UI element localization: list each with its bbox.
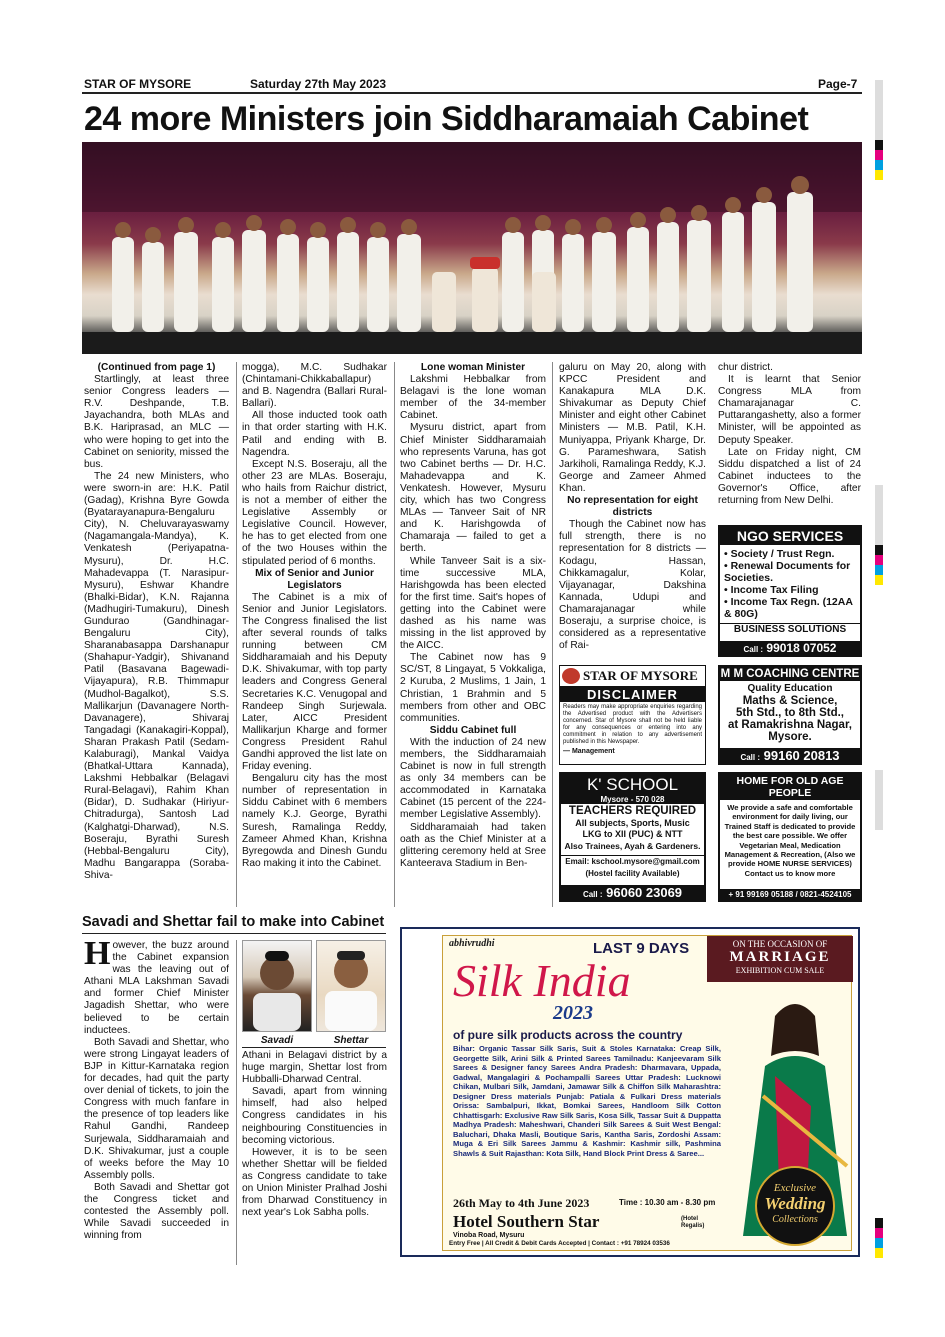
reg-mark-yellow-2: [875, 575, 883, 585]
kschool-sub: Mysore - 570 028: [561, 795, 704, 804]
article-para: With the induction of 24 new members, the Siddharamaiah Cabinet is now in full strength as only 34 members can be accommodated in Karnataka Cabinet (15 percent of the 224-member Legislative Assembly).: [400, 736, 546, 821]
story2-dropcap: H: [84, 935, 111, 972]
reg-mark-cyan-2: [875, 565, 883, 575]
reg-mark-grey-2: [875, 485, 883, 545]
som-disclaimer-title: DISCLAIMER: [560, 687, 705, 702]
article-para: The 24 new Ministers, who were sworn-in are: H.K. Patil (Gadag), Krishna Byre Gowda (Byatarayanapura-Bengaluru City), N. Cheluvarayaswamy (Nagamangala-Mandya), K. Venkatesh (Periyapatna-Mysuru), Dr. H.C. Mahadevappa (T. Narasipur-Mysuru), Eshwar Khandre (Bhalki-Bidar), K.N. Rajanna (Madhugiri-Tumakuru), Dinesh Gundurao (Gandhinagar-Bengaluru City), Sharanabasappa Darshanapur (Shahapur-Yadgir), Shivanand Patil (Basavana Bagewadi-Vijayapura), R.B. Thimmapur (Mudhol-Bagalkot), S.S. Mallikarjun (Davanagere North-Davanagere), Shivaraj Tangadagi (Kanakagiri-Koppal), Sharan Prakash Patil (Sedam-Kalaburagi), Mankal Vaidya (Bhatkal-Uttara Kannada), Lakshmi Hebbalkar (Belagavi Rural-Belagavi), Rahim Khan (Bidar), D. Sudhakar (Hiriyur-Chitradurga), Santosh Lad (Kalghatgi-Dharwad), N.S. Boseraju, Byrathi Suresh (Hebbal-Bengaluru City), Madhu Bangarappa (Soraba-Shiva-: [84, 470, 229, 881]
story2-para: Savadi, apart from winning himself, had also helped Congress candidates in his neighbouring Constituencies in becoming victorious.: [242, 1086, 387, 1146]
silk-tag: of pure silk products across the country: [453, 1028, 683, 1042]
silk-inner-frame: [442, 935, 852, 1251]
silk-road: Vinoba Road, Mysuru: [453, 1232, 525, 1239]
kschool-email: Email: kschool.mysore@gmail.com: [561, 855, 704, 868]
story2-column-2: [242, 1050, 387, 1219]
column-divider: [236, 940, 237, 1265]
silk-time: Time : 10.30 am - 8.30 pm: [619, 1198, 716, 1207]
article-para: All those inducted took oath in that order starting with H.K. Patil and ending with B. Nagendra.: [242, 410, 387, 458]
story2-para: owever, the buzz around the Cabinet expansion was the leaving out of Athani MLA Lakshman Savadi and former Chief Minister Jagadish Shettar, who were believed to be certain inductees.: [84, 940, 229, 1036]
reg-mark-yellow: [875, 170, 883, 180]
article-para: Lakshmi Hebbalkar from Belagavi is the lone woman member of the 34-member Cabinet.: [400, 374, 546, 422]
mm-title: M M COACHING CENTRE: [720, 668, 860, 680]
reg-mark-magenta-2: [875, 555, 883, 565]
article-para: Mysuru district, apart from Chief Minister Siddharamaiah who represents Varuna, has got two Cabinet berths — Dr. H.C. Mahadevappa and K. Venkatesh. However, Mysuru city, which has two Congress MLAs — Tanveer Sait of NR and K. Harishgowda of Chamaraja — failed to get a berth.: [400, 422, 546, 555]
caption-shettar: Shettar: [333, 1035, 369, 1046]
mm-line: Mysore.: [768, 731, 812, 743]
date-line: Saturday 27th May 2023: [250, 77, 387, 91]
silk-occasion-box: [707, 936, 853, 982]
column-divider: [236, 362, 237, 907]
ngo-item: • Society / Trust Regn.: [724, 548, 835, 560]
kschool-phone: 96060 23069: [606, 885, 683, 900]
reg-mark-black: [875, 140, 883, 150]
story2-headline: Savadi and Shettar fail to make into Cabinet: [82, 914, 385, 930]
savadi-photo: [242, 940, 312, 1032]
silk-india-ad: [400, 927, 860, 1257]
cabinet-group-photo: [82, 142, 862, 354]
mm-line: 5th Std., to 8th Std.,: [736, 707, 844, 719]
article-para: Startlingly, at least three senior Congress leaders — R.V. Deshpande, T.B. Jayachandra, both MLAs and B.K. Hariprasad, an MLC — who were hoping to get into the Cabinet on seniority, missed the bus.: [84, 374, 229, 470]
kschool-line: All subjects, Sports, Music: [575, 817, 690, 828]
silk-badge-text: Exclusive: [773, 1182, 817, 1194]
mm-coaching-ad: [718, 665, 862, 765]
article-para: galuru on May 20, along with KPCC President and Kanakapura MLA D.K. Shivakumar as Deputy Chief Minister and eight other Cabinet Ministers — M.B. Patil, K.H. Muniyappa, Priyank Kharge, Dr. G. Parameshwara, Satish Jarkiholi, Ramalinga Reddy, K.J. George and Zameer Ahmed Khan.: [559, 362, 706, 494]
kschool-line: LKG to XII (PUC) & NTT: [582, 829, 683, 839]
silk-venue: Hotel Southern Star: [453, 1212, 600, 1231]
silk-product-list: Bihar: Organic Tassar Silk Saris, Suit & Stoles Karnataka: Creap Silk, Georgette Silk, Arini Silk & Printed Sarees Tamilnadu: Kanjeevaram Silk Sarees & Designer fancy Sarees Andra Pradesh: Dharmavara, Uppada, Gadwal, Mangalagiri & Pochampalli Sarees Uttar Pradesh: Lucknowi Chikan, Mulbari Silk, Jamdani, Jamawar Silk & Chiffon Silk Maharashtra: Designer Dress materials Punjab: Patiala & Fulkari Dress materials Orissa: Sambalpuri, Ikkat, Bomkai Sarees, Handloom Silk Cotton Chhattisgarh: Exclusive Raw Silk Saris, Kosa Silk, Tassar Suit & Duppatta Madhya Pradesh: Maheshwari, Chanderi Silk Sarees & Suit West Bengal: Baluchari, Dhaka Masli, Boutique Saris, Kantha Saris, Zordoshi Assam: Muga & Eri Silk Sarees Jammu & Kashmir: Kashmir silk, Pashmina Shawls & Suit Rajasthan: Kota Silk, Hand Block Print Dress & Saree...: [453, 1044, 721, 1158]
oldage-phone: + 91 99169 05188 / 0821-4524105: [720, 889, 860, 900]
ngo-title: NGO SERVICES: [720, 527, 860, 545]
article-column-5: [718, 362, 861, 507]
silk-dates: 26th May to 4th June 2023: [453, 1196, 590, 1210]
ngo-services-ad: [718, 525, 862, 657]
silk-occasion: MARRIAGE: [729, 949, 831, 965]
subhead-norep: No representation for eight districts: [567, 495, 698, 519]
ngo-item: • Income Tax Regn. (12AA & 80G): [724, 596, 853, 620]
som-logo-text: STAR OF MYSORE: [583, 668, 698, 683]
som-logo-row: [560, 666, 705, 687]
ngo-item: • Renewal Documents for Societies.: [724, 560, 851, 584]
silk-badge-text: Wedding: [764, 1194, 826, 1213]
kschool-line: Also Trainees, Ayah & Gardeners.: [564, 840, 701, 851]
article-column-2: [242, 362, 387, 870]
silk-year: 2023: [553, 1002, 593, 1024]
article-para: Except N.S. Boseraju, all the other 23 are MLAs. Boseraju, who hails from Raichur district, is not a member of either the Legislative Assembly or Legislative Council. However, he has to get elected from one of the two Houses within the stipulated period of 6 months.: [242, 458, 387, 567]
silk-name: Silk India: [453, 955, 631, 1006]
article-para: Siddharamaiah had taken oath as the Chief Minister at a glittering ceremony held at Sree Kanteerava Stadium in Ben-: [400, 821, 546, 869]
reg-mark-cyan-3: [875, 1238, 883, 1248]
reg-mark-magenta: [875, 150, 883, 160]
column-divider: [552, 362, 553, 907]
mm-body: [720, 681, 860, 743]
ngo-item: • Income Tax Filing: [724, 584, 819, 596]
subhead-mix: Mix of Senior and Junior Legislators: [255, 567, 374, 591]
article-para: The Cabinet is a mix of Senior and Junior Legislators. The Congress finalised the list after several rounds of talks running between CM Siddharamaiah and his Deputy D.K. Shivakumar, with top party leaders and Congress General Secretaries K.C. Venugopal and Randeep Singh Surjewala. Later, AICC President Mallikarjun Kharge and former Congress President Rahul Gandhi approved the list late on Friday evening.: [242, 591, 387, 773]
oldage-home-ad: [718, 772, 862, 902]
mm-phone: 99160 20813: [763, 748, 840, 763]
mm-line: Maths & Science,: [742, 695, 838, 707]
ngo-phone: 99018 07052: [766, 641, 837, 655]
article-para: mogga), M.C. Sudhakar (Chintamani-Chikkaballapur) and B. Nagendra (Ballari Rural-Ballari).: [242, 362, 387, 410]
reg-mark-magenta-3: [875, 1228, 883, 1238]
reg-mark-black-2: [875, 545, 883, 555]
article-para: The Cabinet now has 9 SC/ST, 8 Lingayat, 5 Vokkaliga, 2 Kuruba, 2 Muslims, 1 Jain, 1 Christian, 1 Brahmin and 5 members from other and OBC communities.: [400, 652, 546, 724]
reg-mark-grey: [875, 80, 883, 140]
story2-para: However, it is to be seen whether Shettar will be fielded as Congress candidate to take on Union Minister Pralhad Joshi from Dharwad Constituency in next year's Lok Sabha polls.: [242, 1146, 387, 1219]
silk-occasion: ON THE OCCASION OF: [732, 939, 828, 949]
reg-mark-black-3: [875, 1218, 883, 1228]
kschool-ad: [559, 772, 706, 902]
silk-days: LAST 9 DAYS: [593, 940, 690, 957]
ngo-list: [720, 545, 860, 623]
group-photo-figures: [82, 142, 862, 354]
silk-footer: Entry Free | All Credit & Debit Cards Accepted | Contact : +91 78924 03536: [449, 1240, 670, 1247]
oldage-text: We provide a safe and comfortable environment for daily living, our Trained Staff is dedicated to provide the best care possible. We offer Vegetarian Meal, Medication Management & Recreation, (Also we provide HOME NURSE SERVICES) Contact us to know more: [724, 803, 856, 878]
silk-occasion: EXHIBITION CUM SALE: [735, 966, 825, 975]
reg-mark-cyan: [875, 160, 883, 170]
shettar-photo: [316, 940, 386, 1032]
silk-badge-text: Collections: [772, 1214, 818, 1225]
reg-mark-grey-3: [875, 770, 883, 830]
som-disclaimer-ad: [559, 665, 706, 765]
main-headline: 24 more Ministers join Siddharamaiah Cabinet: [84, 100, 809, 138]
story2-column-1: [84, 935, 229, 1242]
story2-rule: [82, 933, 386, 934]
article-column-1: [84, 362, 229, 882]
silk-exclusive-badge: [755, 1166, 835, 1246]
reg-mark-yellow-3: [875, 1248, 883, 1258]
paper-name: STAR OF MYSORE: [84, 77, 192, 91]
article-para: chur district.: [718, 362, 773, 373]
kschool-req: TEACHERS REQUIRED: [568, 805, 697, 817]
article-para: It is learnt that Senior Congress MLA from Chamarajanagar C. Puttarangashetty, also a former Minister, will be appointed as Deputy Speaker.: [718, 374, 861, 446]
column-divider: [394, 362, 395, 907]
continued-note: (Continued from page 1): [97, 362, 216, 373]
oldage-title: HOME FOR OLD AGE PEOPLE: [720, 774, 860, 800]
som-emblem-icon: [562, 668, 580, 684]
story2-para: Athani in Belagavi district by a huge margin, Shettar lost from Hubballi-Dharwad Central.: [242, 1050, 387, 1086]
som-disclaimer-sign: — Management: [563, 748, 615, 755]
article-para: Bengaluru city has the most number of representation in Siddu Cabinet with 6 members namely K.J. George, Byrathi Suresh, Ramalinga Reddy, Zameer Ahmed Khan, Krishna Byregowda and Dinesh Gundu Rao making it into the Cabinet.: [242, 773, 387, 869]
subhead-lone: Lone woman Minister: [420, 362, 526, 373]
silk-brand: abhivrudhi: [449, 938, 495, 949]
som-disclaimer-text: Readers may make appropriate enquiries regarding the Advertised product with the Advertisers concerned. Star of Mysore shall not be held liable for any consequences or entering into any commitment in relation to any advertisement published in this Newspaper.: [563, 704, 702, 745]
silk-venue-note: (Hotel Regalis): [681, 1216, 705, 1229]
ngo-call-label: Call :: [743, 645, 764, 654]
article-para: Though the Cabinet now has full strength, there is no representation for 8 districts — Kodagu, Hassan, Chikkamagalur, Kolar, Vijayanagar, Dakshina Kannada, Udupi and Chamarajanagar while Boseraju, a surprise choice, is considered as a representative of Rai-: [559, 519, 706, 652]
article-column-4: [559, 362, 706, 652]
header-rule: [82, 92, 862, 94]
mm-line: at Ramakrishna Nagar,: [727, 719, 852, 731]
ngo-footer: BUSINESS SOLUTIONS: [720, 623, 860, 635]
story2-para: Both Savadi and Shettar got the Congress ticket and contested the Assembly poll. While Savadi succeeded in winning from: [84, 1181, 229, 1242]
article-column-3: [400, 362, 546, 870]
mm-call-label: Call :: [740, 753, 760, 762]
caption-savadi: Savadi: [260, 1035, 294, 1046]
caption-rule: [242, 1047, 386, 1048]
kschool-title: K' SCHOOL: [561, 774, 704, 795]
article-para: Late on Friday night, CM Siddu dispatched a list of 24 Cabinet inductees to the Governor's Office, after returning from New Delhi.: [718, 446, 861, 507]
mm-line: Quality Education: [747, 683, 833, 694]
page-number: Page-7: [818, 77, 858, 91]
subhead-full: Siddu Cabinet full: [429, 724, 517, 736]
kschool-call-label: Call :: [582, 890, 603, 899]
kschool-hostel: (Hostel facility Available): [585, 868, 680, 878]
story2-para: Both Savadi and Shettar, who were strong Lingayat leaders of BJP in Kittur-Karnataka region for decades, had quit the party over denial of tickets, to join the Congress with much fanfare in the presence of top leaders like Rahul Gandhi, Randeep Surjewala, Siddharamaiah and D.K. Shivakumar, just a couple of weeks before the May 10 Assembly polls.: [84, 1036, 229, 1181]
kschool-body: [561, 804, 704, 879]
article-para: While Tanveer Sait is a six-time successive MLA, Harishgowda has been elected for the first time. Sait's hopes of getting into the Cabinet were dashed as his name was missing in the list approved by the AICC.: [400, 555, 546, 652]
